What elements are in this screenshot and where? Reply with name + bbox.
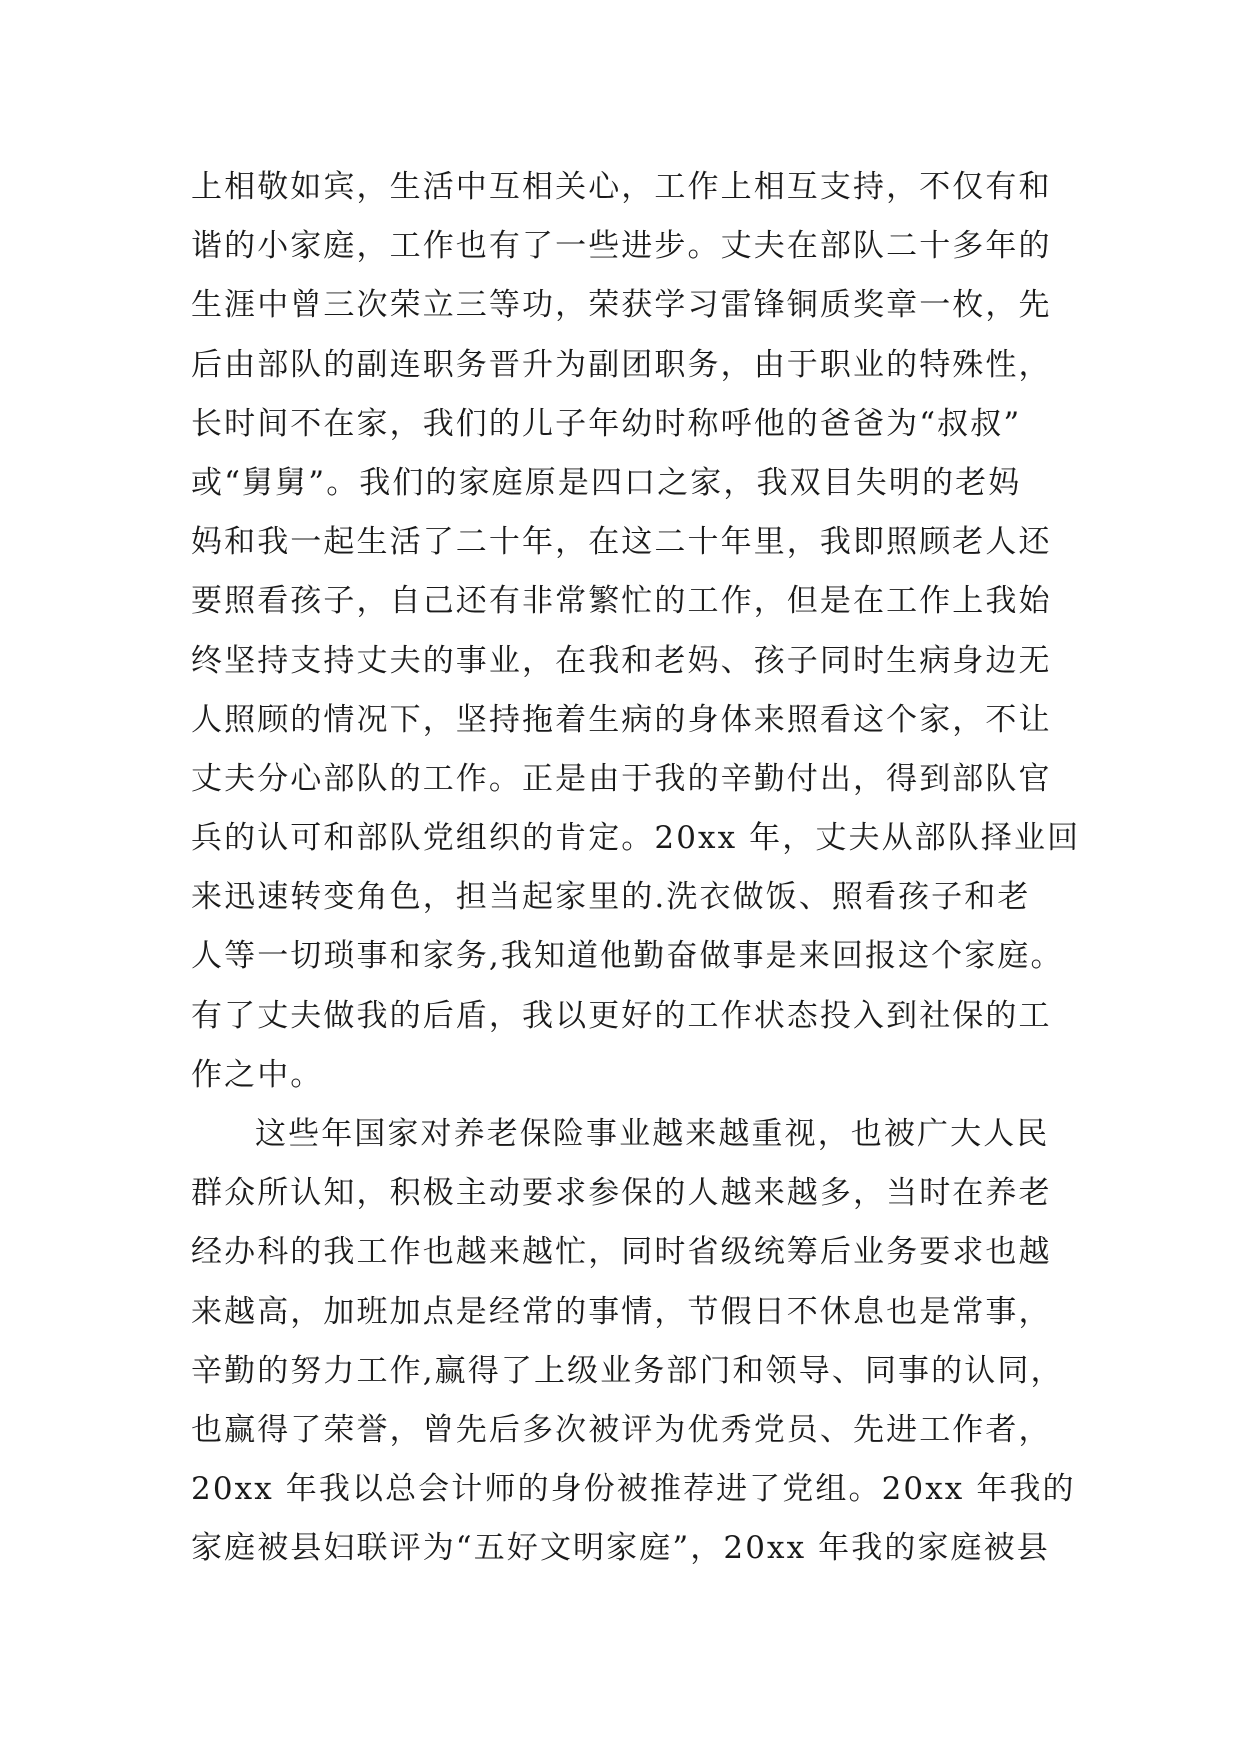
text-line: 长时间不在家，我们的儿子年幼时称呼他的爸爸为“叔叔” — [191, 405, 1022, 442]
text-line: 生涯中曾三次荣立三等功，荣获学习雷锋铜质奖章一枚，先 — [191, 287, 1052, 324]
text-line: 人照顾的情况下，坚持拖着生病的身体来照看这个家，不让 — [191, 701, 1052, 738]
text-line: 终坚持支持丈夫的事业，在我和老妈、孩子同时生病身边无 — [191, 642, 1052, 679]
text-line: 谐的小家庭，工作也有了一些进步。丈夫在部队二十多年的 — [191, 228, 1052, 265]
text-line: 来越高，加班加点是经常的事情，节假日不休息也是常事， — [191, 1293, 1052, 1330]
text-line: 后由部队的副连职务晋升为副团职务，由于职业的特殊性， — [191, 346, 1052, 383]
text-line: 有了丈夫做我的后盾，我以更好的工作状态投入到社保的工 — [191, 997, 1052, 1034]
text-line: 家庭被县妇联评为“五好文明家庭”，20xx 年我的家庭被县 — [191, 1530, 1050, 1567]
body-text — [191, 158, 1081, 1579]
text-line: 群众所认知，积极主动要求参保的人越来越多，当时在养老 — [191, 1175, 1052, 1212]
text-line: 20xx 年我以总会计师的身份被推荐进了党组。20xx 年我的 — [191, 1471, 1076, 1508]
text-line: 经办科的我工作也越来越忙，同时省级统筹后业务要求也越 — [191, 1234, 1052, 1271]
text-line: 辛勤的努力工作,赢得了上级业务部门和领导、同事的认同， — [191, 1352, 1064, 1389]
text-line: 兵的认可和部队党组织的肯定。20xx 年，丈夫从部队择业回 — [191, 820, 1081, 857]
paragraph-start-line: 这些年国家对养老保险事业越来越重视，也被广大人民 — [255, 1116, 1050, 1152]
text-line: 人等一切琐事和家务,我知道他勤奋做事是来回报这个家庭。 — [191, 938, 1064, 975]
text-line: 妈和我一起生活了二十年，在这二十年里，我即照顾老人还 — [191, 524, 1052, 561]
text-line: 来迅速转变角色，担当起家里的.洗衣做饭、照看孩子和老 — [191, 879, 1031, 916]
text-line: 丈夫分心部队的工作。正是由于我的辛勤付出，得到部队官 — [191, 760, 1052, 797]
text-line: 也赢得了荣誉，曾先后多次被评为优秀党员、先进工作者， — [191, 1411, 1052, 1448]
text-line: 上相敬如宾，生活中互相关心，工作上相互支持，不仅有和 — [191, 169, 1052, 205]
text-line: 作之中。 — [191, 1056, 324, 1093]
text-line: 要照看孩子，自己还有非常繁忙的工作，但是在工作上我始 — [191, 583, 1052, 620]
text-line: 或“舅舅”。我们的家庭原是四口之家，我双目失明的老妈 — [191, 464, 1022, 501]
